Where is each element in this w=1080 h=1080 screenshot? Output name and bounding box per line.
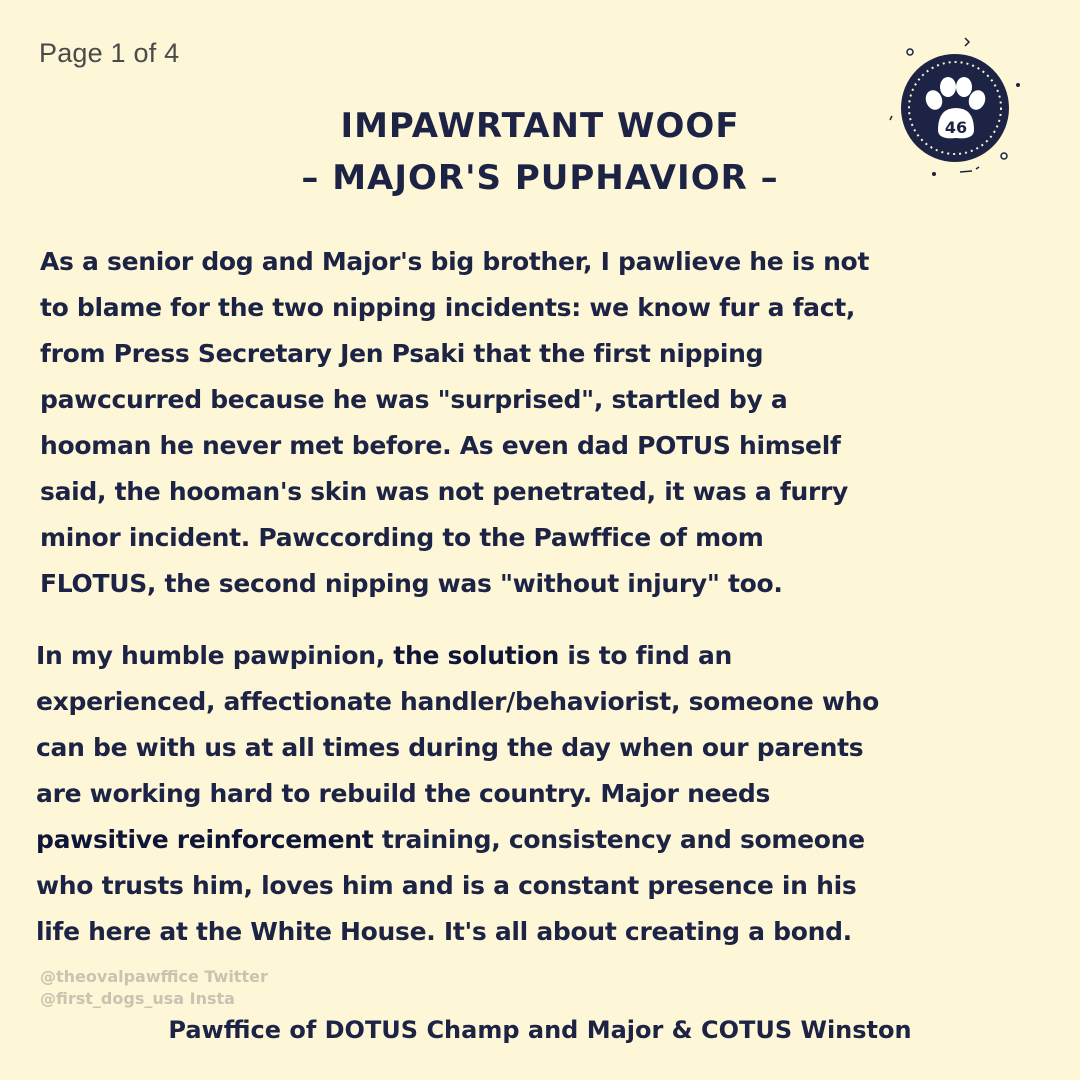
p2-line (36, 633, 879, 679)
highlight-reinforcement: pawsitive reinforcement (36, 825, 374, 854)
paw-badge-icon (880, 30, 1030, 190)
title-line-2: – MAJOR'S PUPHAVIOR – (301, 158, 779, 198)
p1-line: minor incident. Pawccording to the Pawffice of mom (40, 523, 764, 552)
paw-badge-svg (880, 30, 1030, 190)
page-indicator: Page 1 of 4 (39, 38, 180, 68)
p2-line: experienced, affectionate handler/behaviorist, someone who (36, 687, 880, 716)
paragraph-1 (40, 239, 869, 607)
badge-number: 46 (944, 118, 968, 137)
insta-handle: @first_dogs_usa Insta (40, 989, 235, 1008)
p2-line: can be with us at all times during the day when our parents (36, 733, 864, 762)
p2-text: training, consistency and someone (373, 825, 865, 854)
p2-text: is to find an (559, 641, 733, 670)
paragraph-2 (36, 633, 879, 955)
p2-line (36, 817, 879, 863)
p1-line: FLOTUS, the second nipping was "without injury" too. (40, 569, 783, 598)
p2-line: who trusts him, loves him and is a constant presence in his (36, 871, 857, 900)
title-line-1: IMPAWRTANT WOOF (340, 106, 740, 146)
social-handles (40, 966, 268, 1010)
p1-line: from Press Secretary Jen Psaki that the first nipping (40, 339, 764, 368)
p1-line: to blame for the two nipping incidents: we know fur a fact, (40, 293, 856, 322)
p1-line: hooman he never met before. As even dad POTUS himself (40, 431, 841, 460)
footer-signature: Pawffice of DOTUS Champ and Major & COTUS Winston (168, 1016, 912, 1044)
p1-line: As a senior dog and Major's big brother, I pawlieve he is not (40, 247, 870, 276)
p2-text: In my humble pawpinion, (36, 641, 394, 670)
twitter-handle: @theovalpawffice Twitter (40, 967, 268, 986)
highlight-solution: the solution (393, 641, 560, 670)
p2-line: are working hard to rebuild the country. Major needs (36, 779, 771, 808)
p2-line: life here at the White House. It's all about creating a bond. (36, 917, 852, 946)
p1-line: said, the hooman's skin was not penetrated, it was a furry (40, 477, 849, 506)
p1-line: pawccurred because he was "surprised", startled by a (40, 385, 788, 414)
